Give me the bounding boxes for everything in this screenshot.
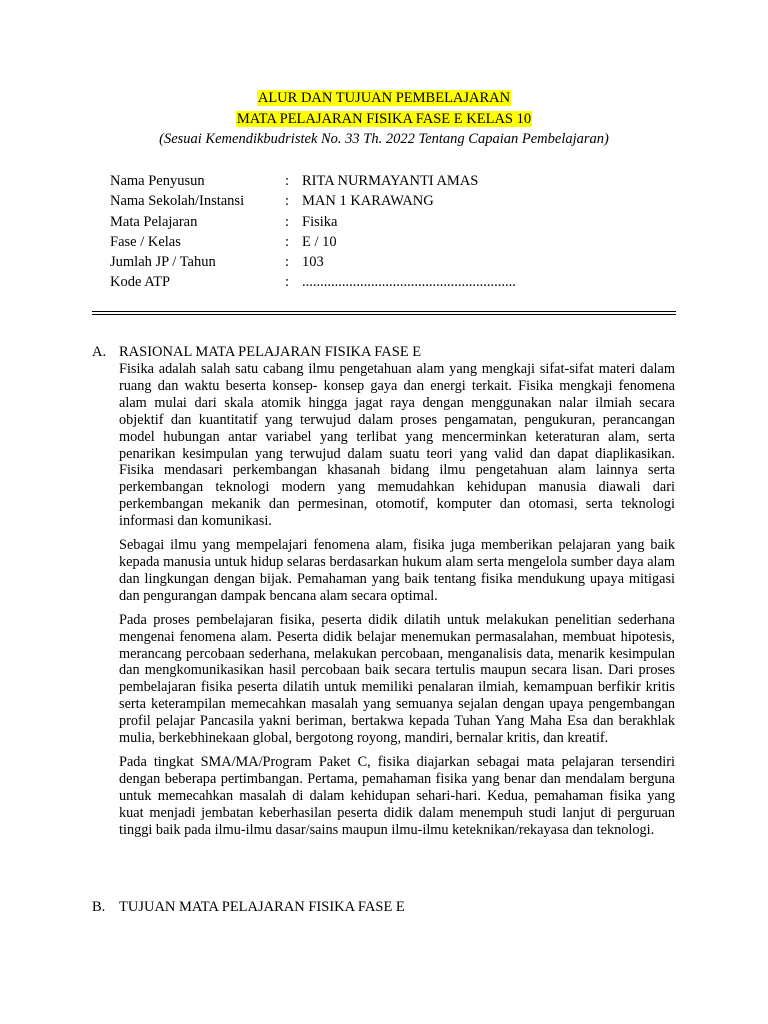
document-title-line-1 <box>0 89 768 107</box>
section-letter: B. <box>92 899 106 915</box>
identity-value: E / 10 <box>302 233 337 250</box>
identity-label: Kode ATP <box>110 274 171 291</box>
identity-row <box>110 232 516 252</box>
identity-label: Jumlah JP / Tahun <box>110 254 216 271</box>
identity-value: RITA NURMAYANTI AMAS <box>302 173 479 189</box>
title-highlight-2: MATA PELAJARAN FISIKA FASE E KELAS 10 <box>236 111 532 127</box>
identity-label: Mata Pelajaran <box>110 213 198 230</box>
identity-label: Nama Sekolah/Instansi <box>110 193 245 210</box>
identity-row <box>110 171 516 191</box>
section-letter: A. <box>92 344 107 360</box>
identity-table <box>110 171 516 293</box>
section-title: RASIONAL MATA PELAJARAN FISIKA FASE E <box>119 344 422 360</box>
identity-value: 103 <box>302 254 324 271</box>
section-a-body <box>119 361 675 845</box>
paragraph: Fisika adalah salah satu cabang ilmu pengetahuan alam yang mengkaji sifat-sifat materi dalam ruang dan waktu beserta konsep- konsep gaya dan energi terkait. Fisika mengkaji fenomena alam mulai dari skala atomik hingga jagat raya dengan menggunakan nalar ilmiah secara objektif dan kuantitatif yang terwujud dalam proses pengamatan, pengukuran, perancangan model hubungan antar variabel yang terlibat yang mencerminkan keteraturan alam, serta penarikan kesimpulan yang terwujud dalam suatu teori yang valid dan dapat diaplikasikan. Fisika mendasari perkembangan khasanah bidang ilmu pengetahuan alam lainnya serta perkembangan teknologi modern yang memudahkan kehidupan manusia diawali dari perkembangan mekanik dan permesinan, otomotif, komputer dan otomasi, serta teknologi informasi dan komunikasi. <box>119 361 675 530</box>
document-title-line-2 <box>0 110 768 128</box>
identity-row <box>110 212 516 232</box>
identity-row <box>110 191 516 211</box>
identity-colon: : <box>285 213 290 230</box>
title-highlight-1: ALUR DAN TUJUAN PEMBELAJARAN <box>257 90 511 106</box>
identity-value: MAN 1 KARAWANG <box>302 193 434 210</box>
document-subtitle: (Sesuai Kemendikbudristek No. 33 Th. 2022 Tentang Capaian Pembelajaran) <box>159 131 609 147</box>
identity-row <box>110 252 516 272</box>
identity-colon: : <box>285 173 290 189</box>
identity-colon: : <box>285 254 290 271</box>
identity-value: ........................................................... <box>302 274 516 291</box>
identity-colon: : <box>285 233 290 250</box>
identity-label: Nama Penyusun <box>110 173 205 189</box>
section-b-heading <box>92 898 405 916</box>
identity-colon: : <box>285 274 290 291</box>
divider-line <box>92 314 676 315</box>
paragraph: Pada proses pembelajaran fisika, peserta didik dilatih untuk melakukan penelitian sederhana mengenai fenomena alam. Peserta didik belajar menemukan permasalahan, membuat hipotesis, merancang percobaan sederhana, melakukan percobaan, menganalisis data, menarik kesimpulan dan mengkomunikasikan hasil percobaan baik secara tertulis maupun secara lisan. Dari proses pembelajaran fisika peserta dilatih untuk memiliki penalaran ilmiah, kemampuan berfikir kritis serta keterampilan memecahkan masalah yang semuanya sejalan dengan upaya pengembangan profil pelajar Pancasila yakni beriman, bertakwa kepada Tuhan Yang Maha Esa dan berakhlak mulia, berkebhinekaan global, bergotong royong, mandiri, bernalar kritis, dan kreatif. <box>119 611 675 747</box>
section-a-heading <box>92 343 421 361</box>
identity-label: Fase / Kelas <box>110 233 181 250</box>
identity-colon: : <box>285 193 290 210</box>
paragraph: Sebagai ilmu yang mempelajari fenomena alam, fisika juga memberikan pelajaran yang baik kepada manusia untuk hidup selaras berdasarkan hukum alam serta mengelola sumber daya alam dan lingkungan dengan bijak. Pemahaman yang baik tentang fisika mendukung upaya mitigasi dan pengurangan dampak bencana alam secara optimal. <box>119 537 675 604</box>
identity-row <box>110 272 516 292</box>
identity-value: Fisika <box>302 213 338 230</box>
divider-line <box>92 311 676 312</box>
section-title: TUJUAN MATA PELAJARAN FISIKA FASE E <box>119 899 405 915</box>
paragraph: Pada tingkat SMA/MA/Program Paket C, fisika diajarkan sebagai mata pelajaran tersendiri dengan beberapa pertimbangan. Pertama, pemahaman fisika yang benar dan mendalam berguna untuk memecahkan masalah di dalam kehidupan sehari-hari. Kedua, pemahaman fisika yang kuat menjadi jembatan keberhasilan peserta didik dalam menempuh studi lanjut di perguruan tinggi baik pada ilmu-ilmu dasar/sains maupun ilmu-ilmu keteknikan/rekayasa dan teknologi. <box>119 753 675 838</box>
